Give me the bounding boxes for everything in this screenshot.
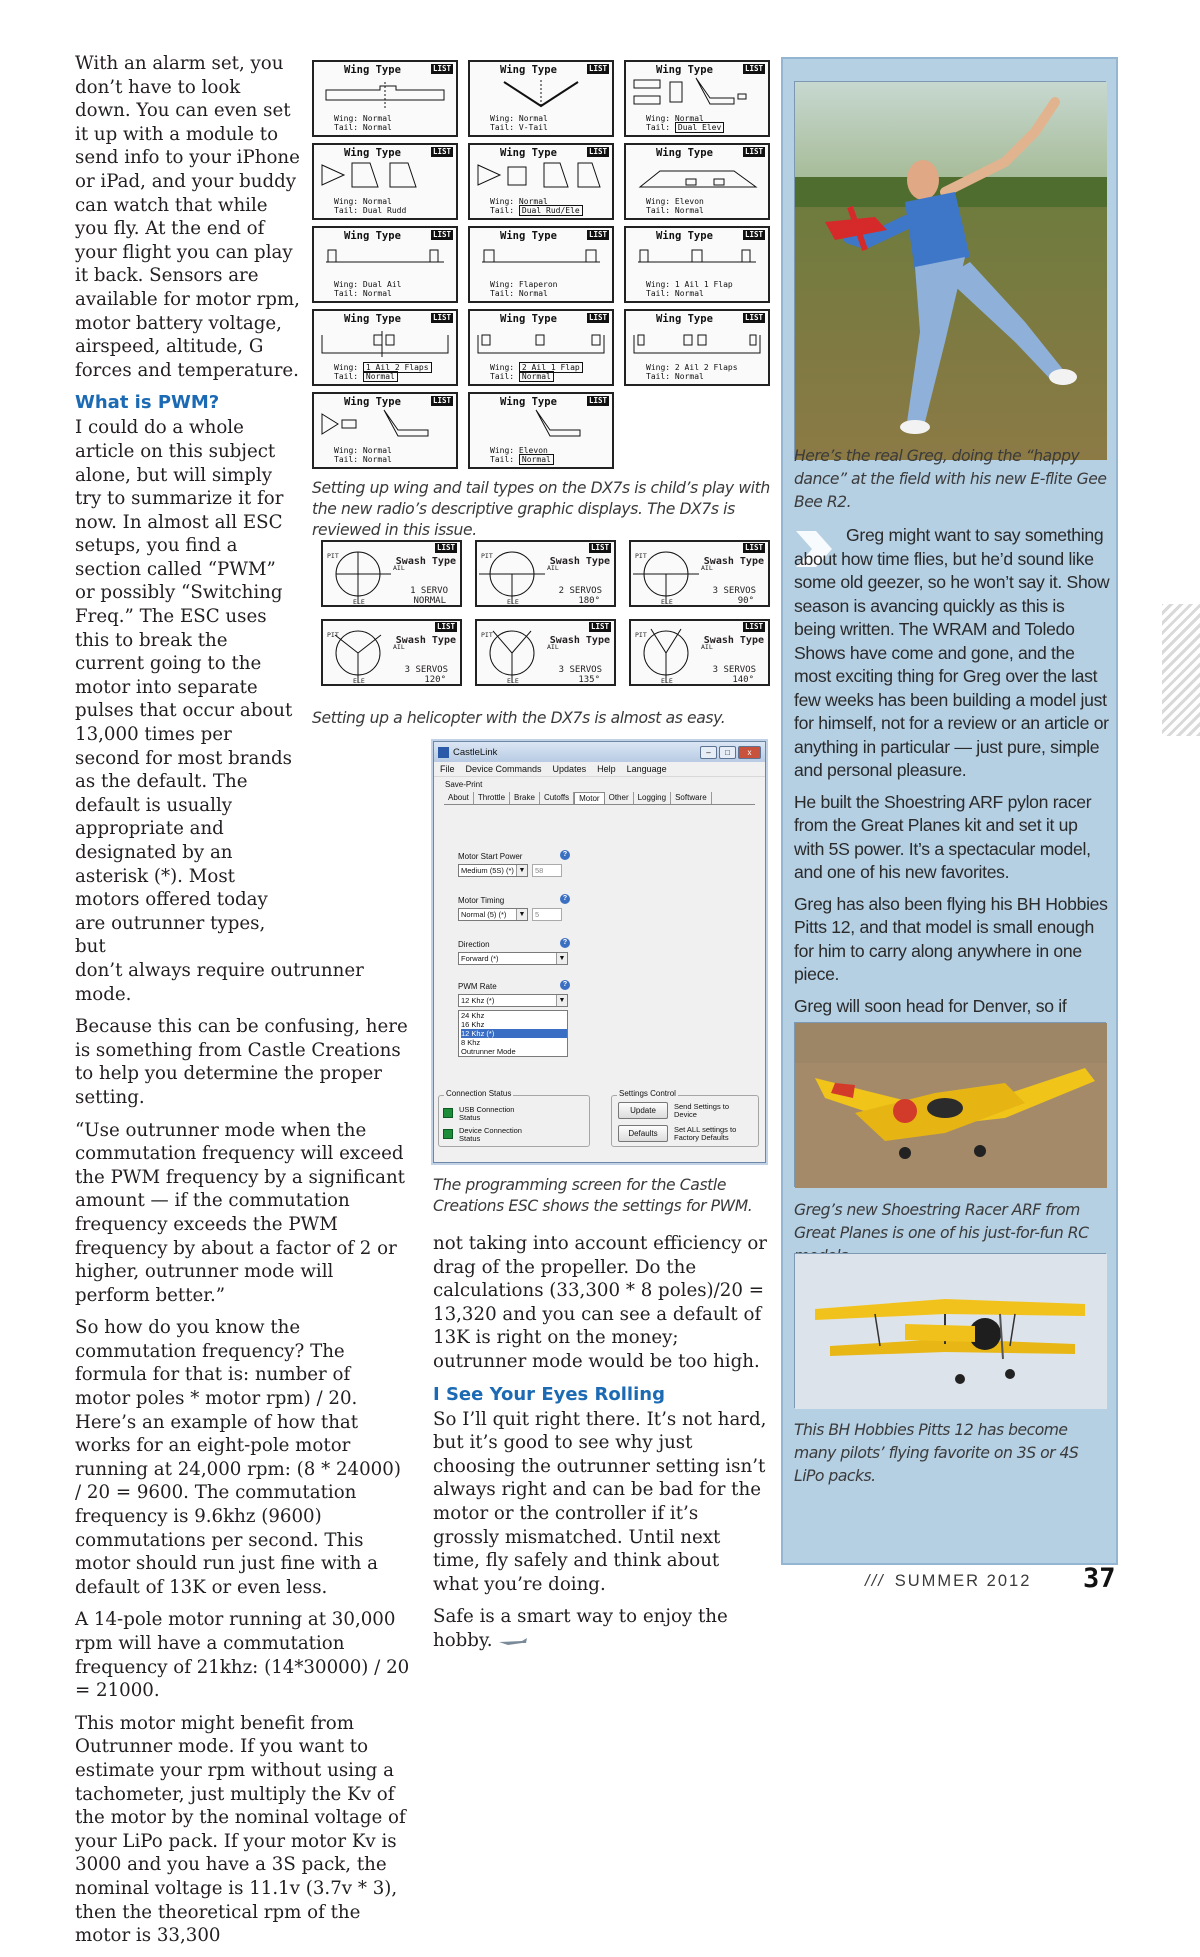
ail-label: AIL: [547, 643, 559, 651]
paragraph: He built the Shoestring ARF pylon racer from the Great Planes kit and set it up with 5S power. It’s a spectacular model, and one of his new favorites.: [794, 791, 1092, 882]
minimize-button[interactable]: –: [700, 746, 717, 759]
status-led-icon: [443, 1129, 453, 1139]
wing-row: Wing: Elevon: [490, 446, 548, 455]
wing-type-screen: [624, 143, 770, 220]
direction-select[interactable]: Forward (*) ▼: [458, 952, 568, 965]
wing-diagram-icon: [630, 159, 764, 195]
ele-label: ELE: [353, 598, 365, 606]
screen-title: Wing Type: [500, 147, 557, 159]
list-tag: LIST: [744, 622, 763, 631]
wing-diagram-icon: [474, 325, 608, 361]
save-print-button[interactable]: Save-Print: [445, 780, 483, 789]
closing-sentence: Safe is a smart way to enjoy the hobby.: [433, 1606, 728, 1651]
caption-wing-types: Setting up wing and tail types on the DX7s is child’s play with the new radio’s descriptive graphic displays. The DX7s is reviewed in this issue.: [312, 479, 770, 539]
ail-label: AIL: [547, 564, 559, 572]
screen-title: Wing Type: [344, 230, 401, 242]
end-mark-plane-icon: [498, 1635, 528, 1647]
list-tag: LIST: [590, 622, 609, 631]
tail-row: Tail: Normal: [646, 206, 704, 215]
list-tag: LIST: [744, 543, 763, 552]
wing-diagram-icon: [318, 408, 452, 444]
field-label: Motor Timing: [458, 896, 505, 905]
wing-row: Wing: Normal: [490, 114, 548, 123]
screen-title: Wing Type: [344, 64, 401, 76]
screen-title: Wing Type: [656, 64, 713, 76]
chevron-down-icon: ▼: [516, 865, 527, 876]
tab-software[interactable]: Software: [671, 792, 712, 804]
sentence: Greg will soon head for Denver, so if: [794, 995, 1067, 1016]
tail-row: Tail: Normal: [334, 372, 398, 381]
close-button[interactable]: x: [738, 746, 761, 759]
screen-title: Swash Type: [703, 556, 764, 567]
list-tag: LIST: [590, 543, 609, 552]
section-heading-pwm: What is PWM?: [75, 392, 220, 414]
screen-title: Swash Type: [549, 635, 610, 646]
list-option[interactable]: 24 Khz: [461, 1011, 485, 1020]
wing-diagram-icon: [318, 325, 452, 361]
pit-label: PIT: [635, 552, 647, 560]
wing-row: Wing: Elevon: [646, 197, 704, 206]
swash-type-screen: [321, 619, 462, 686]
motor-timing-number: 5: [532, 908, 562, 921]
paragraph: So I’ll quit right there. It’s not hard, but it’s good to see why just choosing the outrunner setting isn’t always right and can be bad for the motor or the controller if it’s grossly mismatched. Until next time, fly safely and think about what you’re doing.: [433, 1408, 767, 1595]
list-tag: LIST: [588, 64, 607, 73]
servo-count: 3 SERVOS: [712, 665, 756, 675]
group-title: Settings Control: [619, 1089, 676, 1098]
menu-file[interactable]: File: [440, 764, 455, 774]
quote-paragraph: “Use outrunner mode when the commutation frequency will exceed the PWM frequency by a significant amount — if the commutation frequency exceeds the PWM frequency by about a factor of 2 or higher, outrunner mode will perform better.”: [75, 1119, 405, 1306]
footer-slashes: ///: [865, 1572, 885, 1590]
app-icon: [438, 747, 449, 758]
chevron-down-icon: ▼: [516, 909, 527, 920]
screen-title: Wing Type: [344, 147, 401, 159]
window-title: CastleLink: [453, 746, 498, 758]
wing-type-screen: [312, 309, 458, 386]
servo-count: 1 SERVO: [410, 586, 448, 596]
swash-type-screen: [629, 540, 770, 607]
paragraph: Greg might want to say something about how time flies, but he’d sound like some old geezer, so he won’t say it. Show season is avancing quickly as this is being written. The WRAM and Toledo Shows have come and gone, and the most exciting thing for Greg over the last few weeks has been building a model just for himself, not for a review or an article or anything in particular — just pure, simple and personal pleasure.: [794, 525, 1110, 780]
window-titlebar: [434, 742, 765, 762]
list-option[interactable]: 16 Khz: [461, 1020, 485, 1029]
tab-cutoffs[interactable]: Cutoffs: [540, 792, 574, 804]
field-label: Direction: [458, 940, 490, 949]
motor-timing-select[interactable]: Normal (5) (*) ▼: [458, 908, 528, 921]
list-tag: LIST: [588, 396, 607, 405]
list-tag: LIST: [432, 147, 451, 156]
wing-row: Wing: Normal: [490, 197, 548, 206]
swash-type-screen: [629, 619, 770, 686]
field-label: PWM Rate: [458, 982, 497, 991]
tail-row: Tail: Normal: [334, 455, 392, 464]
wing-diagram-icon: [474, 242, 608, 278]
wing-row: Wing: Normal: [334, 446, 392, 455]
wing-diagram-icon: [630, 325, 764, 361]
tail-row: Tail: Dual Rud/Ele: [490, 206, 583, 215]
list-option[interactable]: 8 Khz: [461, 1038, 481, 1047]
photo-pitts-12: [794, 1253, 1106, 1408]
tab-other[interactable]: Other: [605, 792, 634, 804]
ele-label: ELE: [507, 677, 519, 685]
list-tag: LIST: [744, 230, 763, 239]
menu-bar: [434, 762, 765, 777]
paragraph: Greg has also been flying his BH Hobbies Pitts 12, and that model is small enough for him to carry along anywhere in one piece.: [794, 893, 1108, 984]
list-tag: LIST: [432, 396, 451, 405]
pwm-rate-dropdown-list: [458, 1010, 568, 1057]
photo-greg-happy-dance: [794, 81, 1106, 459]
help-icon[interactable]: ?: [560, 980, 570, 990]
usb-connection-status: USB Connection Status: [459, 1105, 515, 1122]
servo-count: 2 SERVOS: [558, 586, 602, 596]
wing-type-screen: [468, 392, 614, 469]
wing-type-screen: [312, 60, 458, 137]
wing-row: Wing: 2 Ail 2 Flaps: [646, 363, 738, 372]
chevron-down-icon: ▼: [556, 995, 567, 1006]
servo-angle: 180°: [578, 596, 600, 606]
servo-angle: 90°: [737, 596, 754, 606]
ail-label: AIL: [701, 564, 713, 572]
list-tag: LIST: [744, 147, 763, 156]
paragraph: not taking into account efficiency or drag of the propeller. Do the calculations (33,300 * 8 poles)/20 = 13,320 and you can see a default of 13K is right on the money; outrunner mode would be too high.: [433, 1233, 767, 1372]
swash-type-screens: [321, 540, 771, 686]
wing-diagram-icon: [474, 408, 608, 444]
help-icon[interactable]: ?: [560, 894, 570, 904]
pit-label: PIT: [481, 552, 493, 560]
servo-count: 3 SERVOS: [404, 665, 448, 675]
tail-row: Tail: Dual Rudd: [334, 206, 407, 215]
help-icon[interactable]: ?: [560, 850, 570, 860]
paragraph: A 14-pole motor running at 30,000 rpm will have a commutation frequency of 21khz: (14*30000) / 20 = 21000.: [75, 1609, 410, 1702]
screen-title: Wing Type: [656, 230, 713, 242]
screen-title: Swash Type: [395, 556, 456, 567]
swash-type-screen: [475, 540, 616, 607]
ele-label: ELE: [661, 598, 673, 606]
field-label: Motor Start Power: [458, 852, 523, 861]
tail-row: Tail: Normal: [490, 372, 554, 381]
paragraph: So how do you know the commutation frequency? The formula for that is: number of motor poles * motor rpm) / 20. Here’s an example of how that works for an eight-pole motor running at 24,000 rpm: (8 * 24000) / 20 = 9600. The commutation frequency is 9.6khz (9600) commutations per second. This motor should run just fine with a default of 13K or even less.: [75, 1317, 401, 1598]
tab-motor[interactable]: Motor: [574, 792, 604, 804]
wing-row: Wing: 1 Ail 2 Flaps: [334, 363, 432, 372]
article-column-2: [433, 1232, 768, 1662]
caption-pitts: This BH Hobbies Pitts 12 has become many pilots’ flying favorite on 3S or 4S LiPo packs.: [794, 1421, 1079, 1485]
device-connection-status: Device Connection Status: [459, 1126, 522, 1143]
paragraph: don’t always require outrunner mode.: [75, 959, 364, 1005]
servo-count: 3 SERVOS: [712, 586, 756, 596]
motor-start-power-select[interactable]: Medium (5S) (*) ▼: [458, 864, 528, 877]
wing-type-screens: [312, 60, 772, 469]
wing-type-screen: [468, 60, 614, 137]
screen-title: Wing Type: [344, 313, 401, 325]
motor-timing-field: [458, 895, 568, 921]
sidebar-box: [781, 57, 1118, 1565]
pit-label: PIT: [635, 631, 647, 639]
screen-title: Wing Type: [500, 230, 557, 242]
paragraph: Because this can be confusing, here is something from Castle Creations to help you determine the proper setting.: [75, 1016, 408, 1108]
maximize-button[interactable]: □: [719, 746, 736, 759]
ail-label: AIL: [393, 643, 405, 651]
photo-shoestring-racer: [794, 1022, 1106, 1187]
tab-brake[interactable]: Brake: [510, 792, 540, 804]
paragraph: This motor might benefit from Outrunner mode. If you want to estimate your rpm without using a tachometer, just multiply the Kv of the motor by the nominal voltage of your LiPo pack. If your motor Kv is 3000 and you have a 3S pack, the nominal voltage is 11.1v (3.7v * 3), then the theoretical rpm of the motor is 33,300: [75, 1712, 406, 1947]
motor-start-power-number: 58: [532, 864, 562, 877]
wing-row: Wing: 2 Ail 1 Flap: [490, 363, 583, 372]
screen-title: Wing Type: [344, 396, 401, 408]
ele-label: ELE: [661, 677, 673, 685]
issue-label: SUMMER 2012: [894, 1572, 1032, 1590]
list-tag: LIST: [432, 313, 451, 322]
menu-language[interactable]: Language: [626, 764, 667, 774]
tail-row: Tail: Dual Elev: [646, 123, 724, 132]
list-option[interactable]: Outrunner Mode: [461, 1047, 516, 1056]
screen-title: Wing Type: [656, 147, 713, 159]
list-tag: LIST: [588, 230, 607, 239]
page-footer: [865, 1572, 1031, 1591]
list-tag: LIST: [436, 622, 455, 631]
pit-label: PIT: [327, 631, 339, 639]
swash-type-screen: [321, 540, 462, 607]
tail-row: Tail: Normal: [490, 289, 548, 298]
wing-diagram-icon: [630, 76, 764, 112]
tail-row: Tail: Normal: [334, 123, 392, 132]
update-description: Send Settings to Device: [674, 1102, 730, 1119]
wing-type-screen: [468, 143, 614, 220]
tail-row: Tail: Normal: [490, 455, 554, 464]
list-tag: LIST: [588, 147, 607, 156]
caption-helicopter: Setting up a helicopter with the DX7s is almost as easy.: [312, 709, 726, 727]
ele-label: ELE: [353, 677, 365, 685]
direction-field: [458, 940, 568, 965]
section-heading-eyes-rolling: I See Your Eyes Rolling: [433, 1383, 665, 1405]
servo-count: 3 SERVOS: [558, 665, 602, 675]
wing-type-screen: [468, 309, 614, 386]
servo-angle: 120°: [424, 675, 446, 685]
wing-diagram-icon: [630, 242, 764, 278]
list-option-selected[interactable]: 12 Khz (*): [461, 1029, 567, 1038]
pit-label: PIT: [327, 552, 339, 560]
chevron-down-icon: ▼: [556, 953, 567, 964]
screen-title: Swash Type: [395, 635, 456, 646]
caption-shoestring: Greg’s new Shoestring Racer ARF from Great Planes is one of his just-for-fun RC: [794, 1201, 1089, 1242]
wing-row: Wing: Normal: [334, 114, 392, 123]
tab-bar: [444, 792, 755, 805]
tail-row: Tail: Normal: [334, 289, 392, 298]
list-tag: LIST: [436, 543, 455, 552]
ail-label: AIL: [701, 643, 713, 651]
screen-title: Swash Type: [703, 635, 764, 646]
paragraph: I could do a whole article on this subject alone, but will simply try to summarize it for now. In almost all ESC setups, you find a section called “PWM” or possibly “Switching Freq.” The ESC uses this to break the current going to the motor into separate pulses that occur about 13,000 times per second for most brands as the default. The default is usually appropriate and designated by an asterisk (*). Most motors offered today are outrunner types, but: [75, 417, 293, 958]
caption-greg: Here’s the real Greg, doing the “happy dance” at the field with his new E-flite Gee Bee R2.: [794, 447, 1107, 511]
tab-logging[interactable]: Logging: [634, 792, 671, 804]
defaults-description: Set ALL settings to Factory Defaults: [674, 1125, 737, 1142]
menu-help[interactable]: Help: [597, 764, 616, 774]
screen-title: Swash Type: [549, 556, 610, 567]
caption-castle-creations: The programming screen for the Castle Creations ESC shows the settings for PWM.: [433, 1176, 753, 1215]
swash-type-screen: [475, 619, 616, 686]
update-button[interactable]: Update: [618, 1102, 668, 1119]
tab-throttle[interactable]: Throttle: [474, 792, 510, 804]
list-tag: LIST: [432, 64, 451, 73]
tail-row: Tail: V-Tail: [490, 123, 548, 132]
wing-diagram-icon: [318, 76, 452, 112]
list-tag: LIST: [432, 230, 451, 239]
help-icon[interactable]: ?: [560, 938, 570, 948]
castlelink-window: [433, 741, 766, 1163]
wing-row: Wing: Normal: [646, 114, 704, 123]
menu-device-commands[interactable]: Device Commands: [465, 764, 542, 774]
paragraph: [433, 1605, 768, 1652]
screen-title: Wing Type: [500, 313, 557, 325]
wing-type-screen: [312, 143, 458, 220]
pwm-rate-field: [458, 982, 568, 1007]
list-tag: LIST: [744, 313, 763, 322]
servo-angle: 135°: [578, 675, 600, 685]
wing-diagram-icon: [318, 242, 452, 278]
pwm-rate-select[interactable]: 12 Khz (*) ▼: [458, 994, 568, 1007]
wing-type-screen: [624, 309, 770, 386]
status-led-icon: [443, 1108, 453, 1118]
wing-diagram-icon: [318, 159, 452, 195]
decorative-hatch: [1162, 604, 1200, 736]
paragraph: With an alarm set, you don’t have to look down. You can even set it up with a module to send info to your iPhone or iPad, and your buddy can watch that while you fly. At the end of your flight you can play it back. Sensors are available for motor rpm, motor battery voltage, airspeed, altitude, G forces and temperature.: [75, 53, 300, 381]
screen-title: Wing Type: [656, 313, 713, 325]
page-number: 37: [1083, 1563, 1116, 1594]
tail-row: Tail: Normal: [646, 372, 704, 381]
wing-row: Wing: Flaperon: [490, 280, 558, 289]
list-tag: LIST: [588, 313, 607, 322]
wing-row: Wing: Dual Ail: [334, 280, 402, 289]
wing-diagram-icon: [474, 159, 608, 195]
tab-about[interactable]: About: [444, 792, 474, 804]
wing-type-screen: [312, 226, 458, 303]
wing-row: Wing: 1 Ail 1 Flap: [646, 280, 733, 289]
defaults-button[interactable]: Defaults: [618, 1125, 668, 1142]
group-title: Connection Status: [446, 1089, 512, 1098]
wing-type-screen: [624, 226, 770, 303]
pit-label: PIT: [481, 631, 493, 639]
sidebar-text: [794, 524, 1110, 1097]
connection-status-group: [438, 1089, 590, 1147]
wing-type-screen: [312, 392, 458, 469]
ele-label: ELE: [507, 598, 519, 606]
wing-diagram-icon: [474, 76, 608, 112]
wing-type-screen: [624, 60, 770, 137]
settings-control-group: [611, 1089, 759, 1147]
list-tag: LIST: [744, 64, 763, 73]
servo-angle: 140°: [732, 675, 754, 685]
tail-row: Tail: Normal: [646, 289, 704, 298]
servo-angle: NORMAL: [413, 596, 446, 606]
wing-row: Wing: Normal: [334, 197, 392, 206]
motor-start-power-field: [458, 851, 568, 877]
screen-title: Wing Type: [500, 64, 557, 76]
ail-label: AIL: [393, 564, 405, 572]
screen-title: Wing Type: [500, 396, 557, 408]
wing-type-screen: [468, 226, 614, 303]
menu-updates[interactable]: Updates: [552, 764, 587, 774]
